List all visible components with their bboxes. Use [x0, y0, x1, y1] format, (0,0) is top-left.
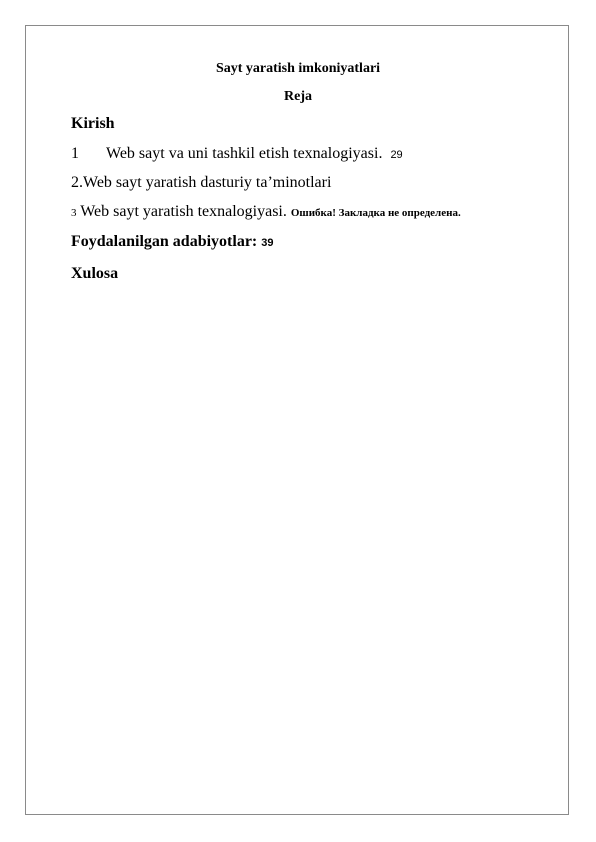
toc-item-2-text: 2.Web sayt yaratish dasturiy ta’minotlari	[71, 174, 332, 191]
toc-item-1	[71, 145, 403, 163]
conclusion-heading: Xulosa	[71, 265, 119, 282]
references-entry	[71, 233, 274, 251]
page-border	[25, 25, 569, 815]
toc-item-2	[71, 174, 331, 192]
toc-item-1-page: 29	[390, 149, 403, 161]
toc-item-3-text: Web sayt yaratish texnalogiyasi.	[80, 203, 287, 220]
intro-heading: Kirish	[71, 115, 115, 132]
references-page: 39	[261, 237, 274, 249]
toc-item-3-number: 3	[71, 207, 77, 219]
toc-item-1-text: Web sayt va uni tashkil etish texnalogiyasi.	[106, 145, 383, 162]
document-title: Sayt yaratish imkoniyatlari	[215, 61, 381, 76]
toc-item-3-error: Ошибка! Закладка не определена.	[290, 207, 461, 219]
references-text: Foydalanilgan adabiyotlar:	[71, 233, 258, 250]
toc-item-3	[71, 203, 461, 221]
document-subtitle: Reja	[284, 89, 312, 104]
toc-item-1-number: 1	[71, 145, 79, 162]
